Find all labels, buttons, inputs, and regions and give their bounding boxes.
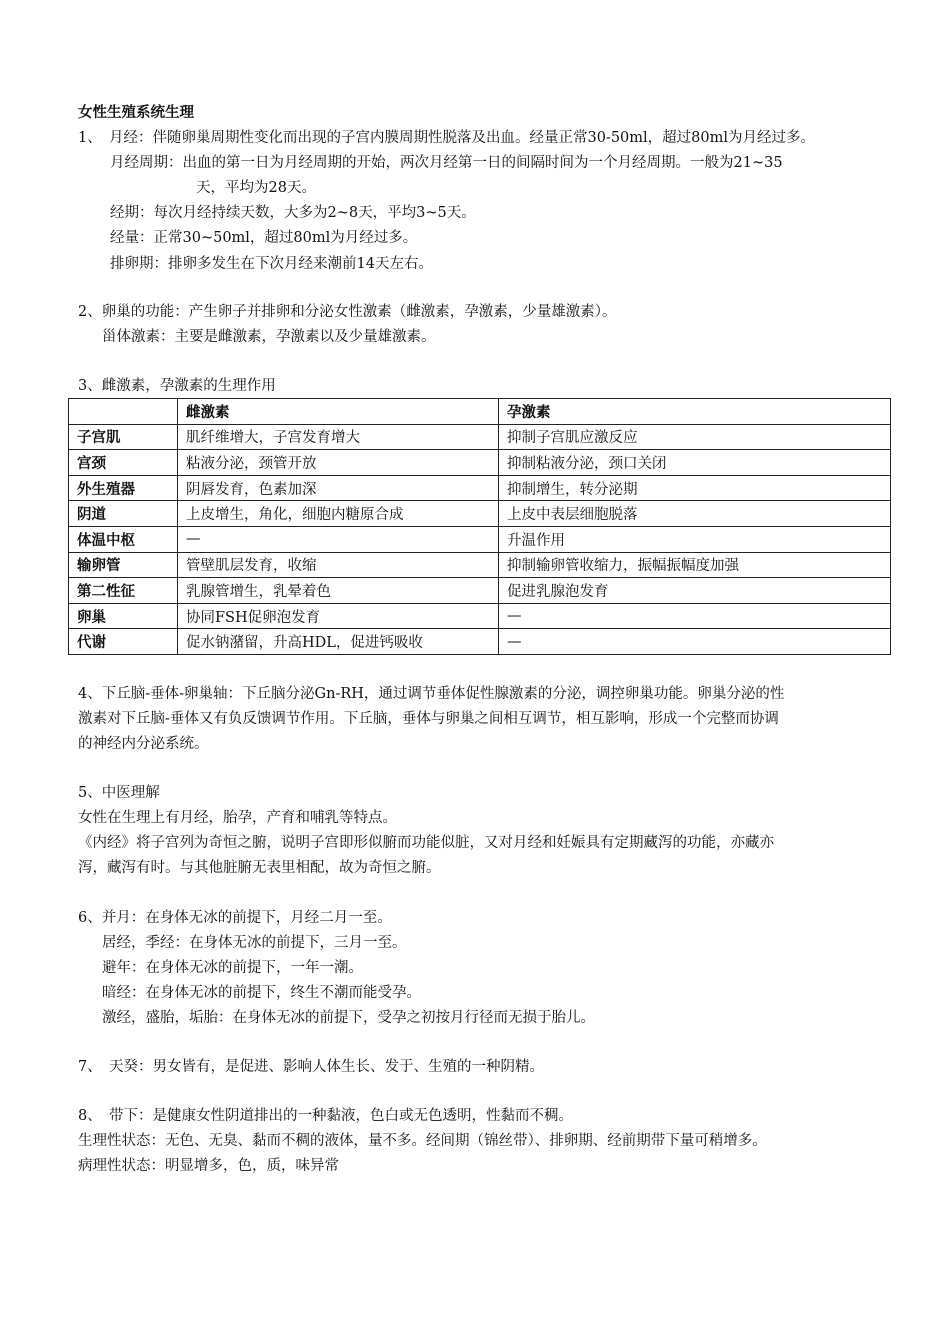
hpo-axis-line3: 的神经内分泌系统。 — [78, 736, 209, 752]
table-row — [69, 501, 891, 527]
organ-cell: 外生殖器 — [69, 475, 178, 501]
daixia-line2: 生理性状态：无色、无臭、黏而不稠的液体，量不多。经间期（锦丝带）、排卵期、经前期带下量可稍增多。 — [78, 1133, 767, 1149]
progesterone-cell: 抑制增生，转分泌期 — [499, 475, 891, 501]
estrogen-cell: 促水钠潴留，升高HDL，促进钙吸收 — [178, 629, 499, 655]
table-row — [69, 450, 891, 476]
hormone-effects-table — [68, 398, 891, 655]
daixia-line1: 8、 带下：是健康女性阴道排出的一种黏液，色白或无色透明，性黏而不稠。 — [78, 1108, 573, 1124]
ovary-function: 2、卵巢的功能：产生卵子并排卵和分泌女性激素（雌激素，孕激素，少量雄激素）。 — [78, 304, 617, 320]
jijing-line: 激经，盛胎，垢胎：在身体无冰的前提下，受孕之初按月行径而无损于胎儿。 — [102, 1010, 595, 1026]
organ-cell: 输卵管 — [69, 552, 178, 578]
header-progesterone: 孕激素 — [499, 399, 891, 425]
estrogen-cell: — — [178, 526, 499, 552]
menstruation-definition: 1、 月经：伴随卵巢周期性变化而出现的子宫内膜周期性脱落及出血。经量正常30-50ml，超过80ml为月经过多。 — [78, 130, 815, 146]
daixia-line3: 病理性状态：明显增多，色，质，味异常 — [78, 1158, 339, 1174]
jujing-line: 居经，季经：在身体无冰的前提下，三月一至。 — [102, 935, 407, 951]
table-row — [69, 578, 891, 604]
menstrual-volume: 经量：正常30~50ml，超过80ml为月经过多。 — [110, 230, 418, 246]
table-row — [69, 424, 891, 450]
menstrual-period: 经期：每次月经持续天数，大多为2~8天，平均3~5天。 — [110, 205, 476, 221]
header-empty-cell — [69, 399, 178, 425]
ovulation-period: 排卵期：排卵多发生在下次月经来潮前14天左右。 — [110, 256, 433, 272]
table-row — [69, 603, 891, 629]
progesterone-cell: 促进乳腺泡发育 — [499, 578, 891, 604]
binian-line: 避年：在身体无冰的前提下，一年一潮。 — [102, 960, 363, 976]
table-row — [69, 475, 891, 501]
estrogen-cell: 上皮增生，角化，细胞内糖原合成 — [178, 501, 499, 527]
hormone-table-caption: 3、雌激素，孕激素的生理作用 — [78, 378, 276, 394]
progesterone-cell: — — [499, 603, 891, 629]
table-row — [69, 552, 891, 578]
progesterone-cell: 抑制子宫肌应激反应 — [499, 424, 891, 450]
tiangui-line: 7、 天癸：男女皆有，是促进、影响人体生长、发于、生殖的一种阴精。 — [78, 1059, 544, 1075]
organ-cell: 子宫肌 — [69, 424, 178, 450]
estrogen-cell: 乳腺管增生，乳晕着色 — [178, 578, 499, 604]
document-title: 女性生殖系统生理 — [78, 104, 194, 121]
organ-cell: 代谢 — [69, 629, 178, 655]
anjing-line: 暗经：在身体无冰的前提下，终生不潮而能受孕。 — [102, 985, 421, 1001]
header-estrogen: 雌激素 — [178, 399, 499, 425]
table-row — [69, 526, 891, 552]
tcm-line2: 《内经》将子宫列为奇恒之腑，说明子宫即形似腑而功能似脏，又对月经和妊娠具有定期藏泻的功能，亦藏亦 — [78, 835, 774, 851]
progesterone-cell: 升温作用 — [499, 526, 891, 552]
hpo-axis-line1: 4、下丘脑-垂体-卵巢轴：下丘脑分泌Gn-RH，通过调节垂体促性腺激素的分泌，调控卵巢功能。卵巢分泌的性 — [78, 686, 785, 702]
organ-cell: 第二性征 — [69, 578, 178, 604]
organ-cell: 宫颈 — [69, 450, 178, 476]
tcm-line1: 女性在生理上有月经，胎孕，产育和哺乳等特点。 — [78, 810, 397, 826]
organ-cell: 卵巢 — [69, 603, 178, 629]
bingyue-line: 6、并月：在身体无冰的前提下，月经二月一至。 — [78, 910, 392, 926]
progesterone-cell: 上皮中表层细胞脱落 — [499, 501, 891, 527]
table-header-row — [69, 399, 891, 425]
tcm-line3: 泻，藏泻有时。与其他脏腑无表里相配，故为奇恒之腑。 — [78, 860, 441, 876]
table-row — [69, 629, 891, 655]
menstrual-cycle-line2: 天，平均为28天。 — [196, 180, 316, 196]
progesterone-cell: 抑制粘液分泌，颈口关闭 — [499, 450, 891, 476]
estrogen-cell: 粘液分泌，颈管开放 — [178, 450, 499, 476]
menstrual-cycle-line1: 月经周期：出血的第一日为月经周期的开始，两次月经第一日的间隔时间为一个月经周期。一般为21~35 — [110, 155, 783, 171]
progesterone-cell: — — [499, 629, 891, 655]
estrogen-cell: 协同FSH促卵泡发育 — [178, 603, 499, 629]
estrogen-cell: 肌纤维增大，子宫发育增大 — [178, 424, 499, 450]
tcm-heading: 5、中医理解 — [78, 785, 160, 801]
organ-cell: 体温中枢 — [69, 526, 178, 552]
hpo-axis-line2: 激素对下丘脑-垂体又有负反馈调节作用。下丘脑，垂体与卵巢之间相互调节，相互影响，形成一个完整而协调 — [78, 711, 779, 727]
steroid-hormones: 甾体激素：主要是雌激素，孕激素以及少量雄激素。 — [102, 329, 436, 345]
estrogen-cell: 管壁肌层发育，收缩 — [178, 552, 499, 578]
progesterone-cell: 抑制输卵管收缩力，振幅振幅度加强 — [499, 552, 891, 578]
organ-cell: 阴道 — [69, 501, 178, 527]
estrogen-cell: 阴唇发育，色素加深 — [178, 475, 499, 501]
